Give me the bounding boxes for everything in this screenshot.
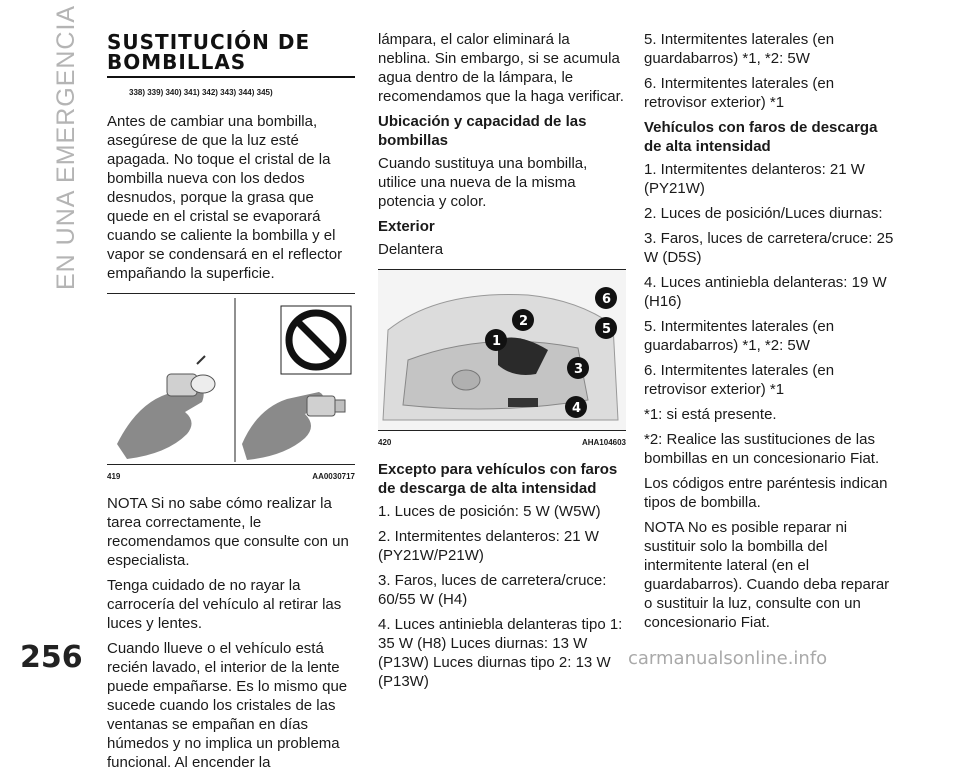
figure-419 [107,293,355,486]
paragraph: Tenga cuidado de no rayar la carrocería del vehículo al retirar las luces y lentes. [107,577,342,632]
subheading-exterior: Exterior [378,218,435,235]
list-item: 5. Intermitentes laterales (en guardabarros) *1, *2: 5W [644,31,835,67]
callout-5: 5 [602,322,612,337]
intro-paragraph: Antes de cambiar una bombilla, asegúrese de que la luz esté apagada. No toque el cristal de la bombilla nueva con los dedos desnudos, porque la grasa que quede en el cristal se evaporará cuando se caliente la bombilla y el vapor se condensará en el reflector empañando la superficie. [107,113,343,282]
paragraph-continued: lámpara, el calor eliminará la neblina. Sin embargo, si se acumula agua dentro de la lámpara, le recomendamos que la haga verificar. [378,31,624,105]
list-item: 6. Intermitentes laterales (en retrovisor exterior) *1 [644,362,835,398]
list-item: 1. Intermitentes delanteros: 21 W (PY21W) [644,161,865,197]
footnote: *2: Realice las sustituciones de las bombillas en un concesionario Fiat. [644,431,880,467]
column-2 [378,30,626,697]
subheading: Vehículos con faros de descarga de alta intensidad [644,119,878,155]
figure-number: 419 [107,472,121,481]
list-item: 3. Faros, luces de carretera/cruce: 60/55 W (H4) [378,572,607,608]
callout-3: 3 [574,362,584,377]
section-title: SUSTITUCIÓN DE BOMBILLAS [107,30,311,74]
list-item: 4. Luces antiniebla delanteras tipo 1: 35 W (H8) Luces diurnas: 13 W (P13W) Luces diurnas tipo 2: 13 W (P13W) [378,616,623,690]
figure-number: 420 [378,438,392,447]
figure-caption [378,430,626,452]
warning-references: 338) 339) 340) 341) 342) 343) 344) 345) [129,88,273,97]
column-1 [107,30,355,778]
list-item: 1. Luces de posición: 5 W (W5W) [378,503,601,520]
figure-caption [107,464,355,486]
list-item: 6. Intermitentes laterales (en retrovisor exterior) *1 [644,75,835,111]
figure-code: AA0030717 [312,472,355,481]
paragraph: Cuando llueve o el vehículo está recién lavado, el interior de la lente puede empañarse. Es lo mismo que sucede cuando los cristales de las ventanas se empañan en días húmedos y no implica un problema funcional. Al encender la [107,640,348,771]
label-front: Delantera [378,241,444,258]
subheading: Ubicación y capacidad de las bombillas [378,113,587,149]
figure-code: AHA104603 [581,438,626,447]
paragraph: Los códigos entre paréntesis indican tipos de bombilla. [644,475,888,511]
title-rule [107,76,355,78]
column-3 [644,30,899,638]
callout-2: 2 [519,314,529,329]
note-paragraph: NOTA Si no sabe cómo realizar la tarea correctamente, le recomendamos que consulte con un especialista. [107,495,349,569]
watermark: carmanualsonline.info [628,648,828,669]
subheading: Excepto para vehículos con faros de descarga de alta intensidad [378,461,618,497]
callout-4: 4 [572,401,582,416]
note-paragraph: NOTA No es posible reparar ni sustituir solo la bombilla del intermitente lateral (en el guardabarros). Cuando deba reparar o sustituir la luz, consulte con un concesionario Fiat. [644,519,890,631]
list-item: 2. Luces de posición/Luces diurnas: [644,205,883,222]
callout-1: 1 [492,334,502,349]
figure-420 [378,269,626,452]
list-item: 4. Luces antiniebla delanteras: 19 W (H16) [644,274,887,310]
footnote: *1: si está presente. [644,406,777,423]
page-number: 256 [20,640,83,675]
list-item: 2. Intermitentes delanteros: 21 W (PY21W/P21W) [378,528,599,564]
list-item: 3. Faros, luces de carretera/cruce: 25 W (D5S) [644,230,894,266]
chapter-side-tab: EN UNA EMERGENCIA [52,4,80,290]
paragraph: Cuando sustituya una bombilla, utilice una nueva de la misma potencia y color. [378,155,588,210]
vehicle-front-illustration [378,270,626,430]
callout-6: 6 [602,292,612,307]
list-item: 5. Intermitentes laterales (en guardabarros) *1, *2: 5W [644,318,835,354]
bulb-handling-illustration [107,294,355,464]
